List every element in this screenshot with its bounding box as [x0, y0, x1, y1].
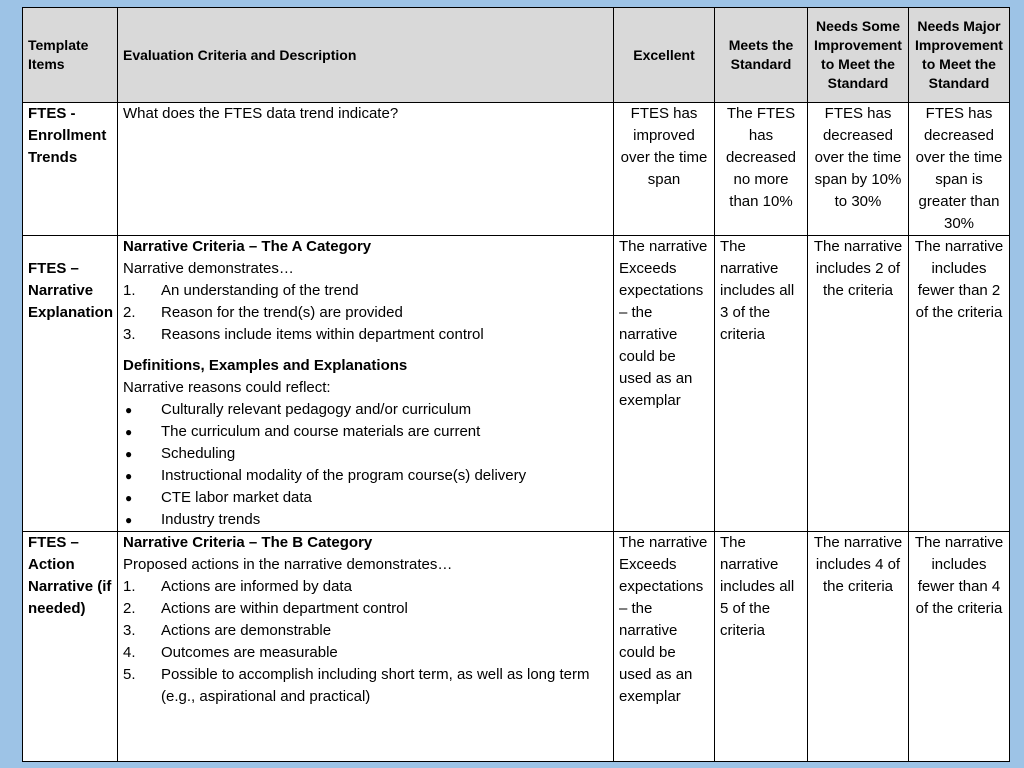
list-item: ● Instructional modality of the program course(s) delivery	[123, 465, 608, 487]
list-item: 4. Outcomes are measurable	[123, 644, 338, 661]
criteria-narrative	[118, 236, 614, 532]
meets-enrollment: The FTES has decreased no more than 10%	[715, 103, 808, 236]
header-meets-standard: Meets the Standard	[715, 8, 808, 103]
item-action-narrative: FTES – Action Narrative (if needed)	[23, 532, 118, 762]
excellent-action: The narrative Exceeds expectations – the narrative could be used as an exemplar	[614, 532, 715, 762]
list-item: 2. Actions are within department control	[123, 600, 408, 617]
bullet-icon: ●	[125, 447, 133, 461]
bullet-icon: ●	[125, 513, 133, 527]
action-heading: Narrative Criteria – The B Category	[123, 534, 373, 551]
table-row-action	[23, 532, 1010, 762]
some-improvement-narrative: The narrative includes 2 of the criteria	[808, 236, 909, 532]
rubric-table	[22, 7, 1010, 762]
definitions-heading: Definitions, Examples and Explanations	[123, 357, 408, 374]
definitions-intro: Narrative reasons could reflect:	[123, 379, 331, 396]
table-row-narrative	[23, 236, 1010, 532]
header-needs-some-improvement: Needs Some Improvement to Meet the Standard	[808, 8, 909, 103]
definitions-bullet-list	[123, 399, 608, 531]
header-needs-major-improvement: Needs Major Improvement to Meet the Standard	[909, 8, 1010, 103]
list-item: ● Scheduling	[123, 443, 608, 465]
list-item: ● CTE labor market data	[123, 487, 608, 509]
action-intro: Proposed actions in the narrative demonstrates…	[123, 556, 453, 573]
list-item: 1. An understanding of the trend	[123, 282, 359, 299]
major-improvement-enrollment: FTES has decreased over the time span is greater than 30%	[909, 103, 1010, 236]
excellent-narrative: The narrative Exceeds expectations – the narrative could be used as an exemplar	[614, 236, 715, 532]
major-improvement-narrative: The narrative includes fewer than 2 of the criteria	[909, 236, 1010, 532]
list-item: ● Industry trends	[123, 509, 608, 531]
bullet-icon: ●	[125, 469, 133, 483]
action-criteria-list	[123, 576, 608, 708]
header-excellent: Excellent	[614, 8, 715, 103]
list-item: 3. Reasons include items within department control	[123, 326, 484, 343]
header-criteria: Evaluation Criteria and Description	[118, 8, 614, 103]
header-row	[23, 8, 1010, 103]
narrative-intro: Narrative demonstrates…	[123, 260, 294, 277]
bullet-icon: ●	[125, 403, 133, 417]
narrative-heading: Narrative Criteria – The A Category	[123, 238, 372, 255]
slide	[22, 7, 1009, 762]
list-item: 3. Actions are demonstrable	[123, 622, 332, 639]
meets-action: The narrative includes all 5 of the criteria	[715, 532, 808, 762]
list-item: ● Culturally relevant pedagogy and/or curriculum	[123, 399, 608, 421]
header-template-items: Template Items	[23, 8, 118, 103]
criteria-action	[118, 532, 614, 762]
meets-narrative: The narrative includes all 3 of the criteria	[715, 236, 808, 532]
item-enrollment-trends: FTES - Enrollment Trends	[23, 103, 118, 236]
item-narrative-explanation: FTES – Narrative Explanation	[23, 236, 118, 532]
narrative-criteria-list	[123, 280, 608, 346]
bullet-icon: ●	[125, 425, 133, 439]
list-item: 5. Possible to accomplish including short term, as well as long term (e.g., aspirational and practical)	[123, 666, 590, 705]
criteria-enrollment: What does the FTES data trend indicate?	[118, 103, 614, 236]
list-item: 1. Actions are informed by data	[123, 578, 352, 595]
some-improvement-enrollment: FTES has decreased over the time span by 10% to 30%	[808, 103, 909, 236]
table-row-enrollment	[23, 103, 1010, 236]
major-improvement-action: The narrative includes fewer than 4 of the criteria	[909, 532, 1010, 762]
some-improvement-action: The narrative includes 4 of the criteria	[808, 532, 909, 762]
list-item: ● The curriculum and course materials are current	[123, 421, 608, 443]
excellent-enrollment: FTES has improved over the time span	[614, 103, 715, 236]
list-item: 2. Reason for the trend(s) are provided	[123, 304, 403, 321]
bullet-icon: ●	[125, 491, 133, 505]
